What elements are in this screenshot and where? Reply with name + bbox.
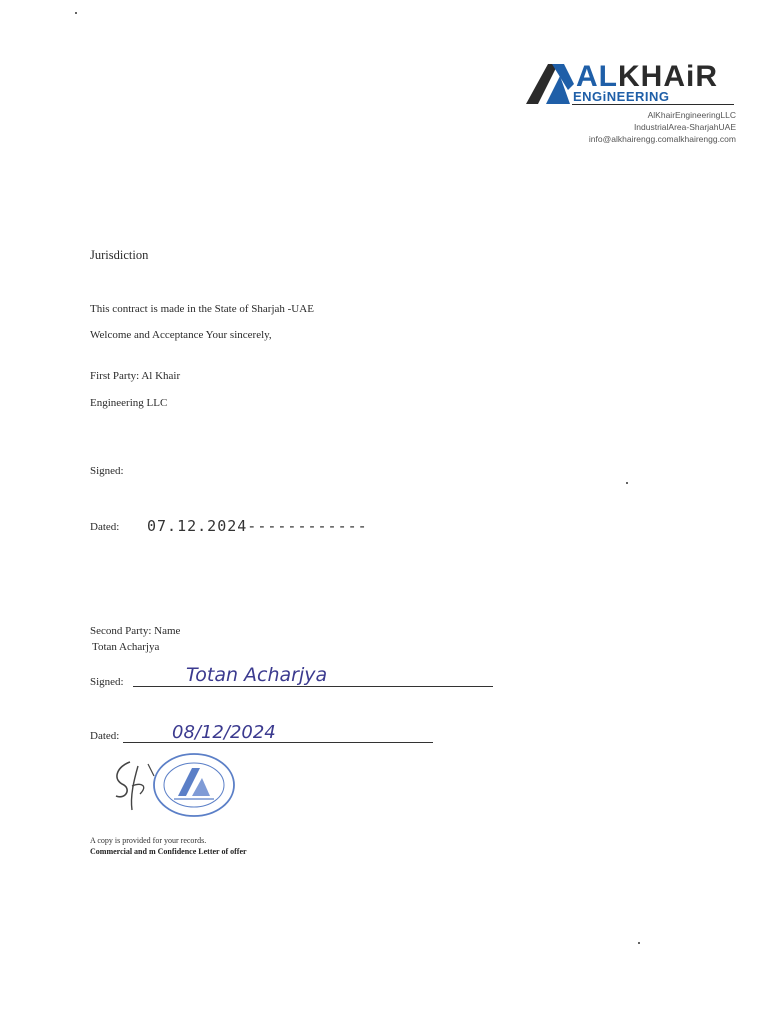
address-line-2: IndustrialArea-SharjahUAE [633, 122, 736, 132]
handwritten-signature: Totan Acharjya [186, 664, 328, 686]
contract-line: This contract is made in the State of Sharjah -UAE [90, 303, 314, 315]
logo-text-engineering: ENGiNEERING [573, 89, 670, 104]
signed-label-first: Signed: [90, 465, 124, 477]
section-heading: Jurisdiction [90, 248, 149, 262]
address-line-1: AlKhairEngineeringLLC [647, 110, 736, 120]
handwritten-date: 08/12/2024 [172, 722, 276, 743]
address-line-3: info@alkhairengg.comalkhairengg.com [588, 134, 736, 144]
scan-dot [626, 482, 628, 484]
dated-label-first: Dated: [90, 521, 120, 533]
dated-value-first: 07.12.2024------------ [147, 517, 368, 535]
footer-copy-line: A copy is provided for your records. [90, 836, 207, 845]
signed-label-second: Signed: [90, 676, 124, 688]
date-line [123, 742, 433, 743]
first-party-line-1: First Party: Al Khair [90, 370, 181, 382]
company-logo [526, 62, 736, 106]
welcome-line: Welcome and Acceptance Your sincerely, [90, 329, 272, 341]
scan-dot [75, 12, 77, 14]
company-stamp-icon [152, 752, 236, 818]
second-party-name: Totan Acharjya [92, 641, 160, 653]
scan-dot [638, 942, 640, 944]
first-party-line-2: Engineering LLC [90, 397, 168, 409]
logo-text-khair: KHAiR [618, 60, 718, 93]
logo-underline [572, 104, 734, 105]
second-party-label: Second Party: Name [90, 625, 181, 637]
signature-line [133, 686, 493, 687]
company-address [589, 109, 736, 145]
logo-mark-icon [526, 62, 576, 106]
dated-label-second: Dated: [90, 730, 120, 742]
logo-text-al: AL [576, 60, 618, 93]
footer-confidence-line: Commercial and m Confidence Letter of offer [90, 847, 247, 856]
